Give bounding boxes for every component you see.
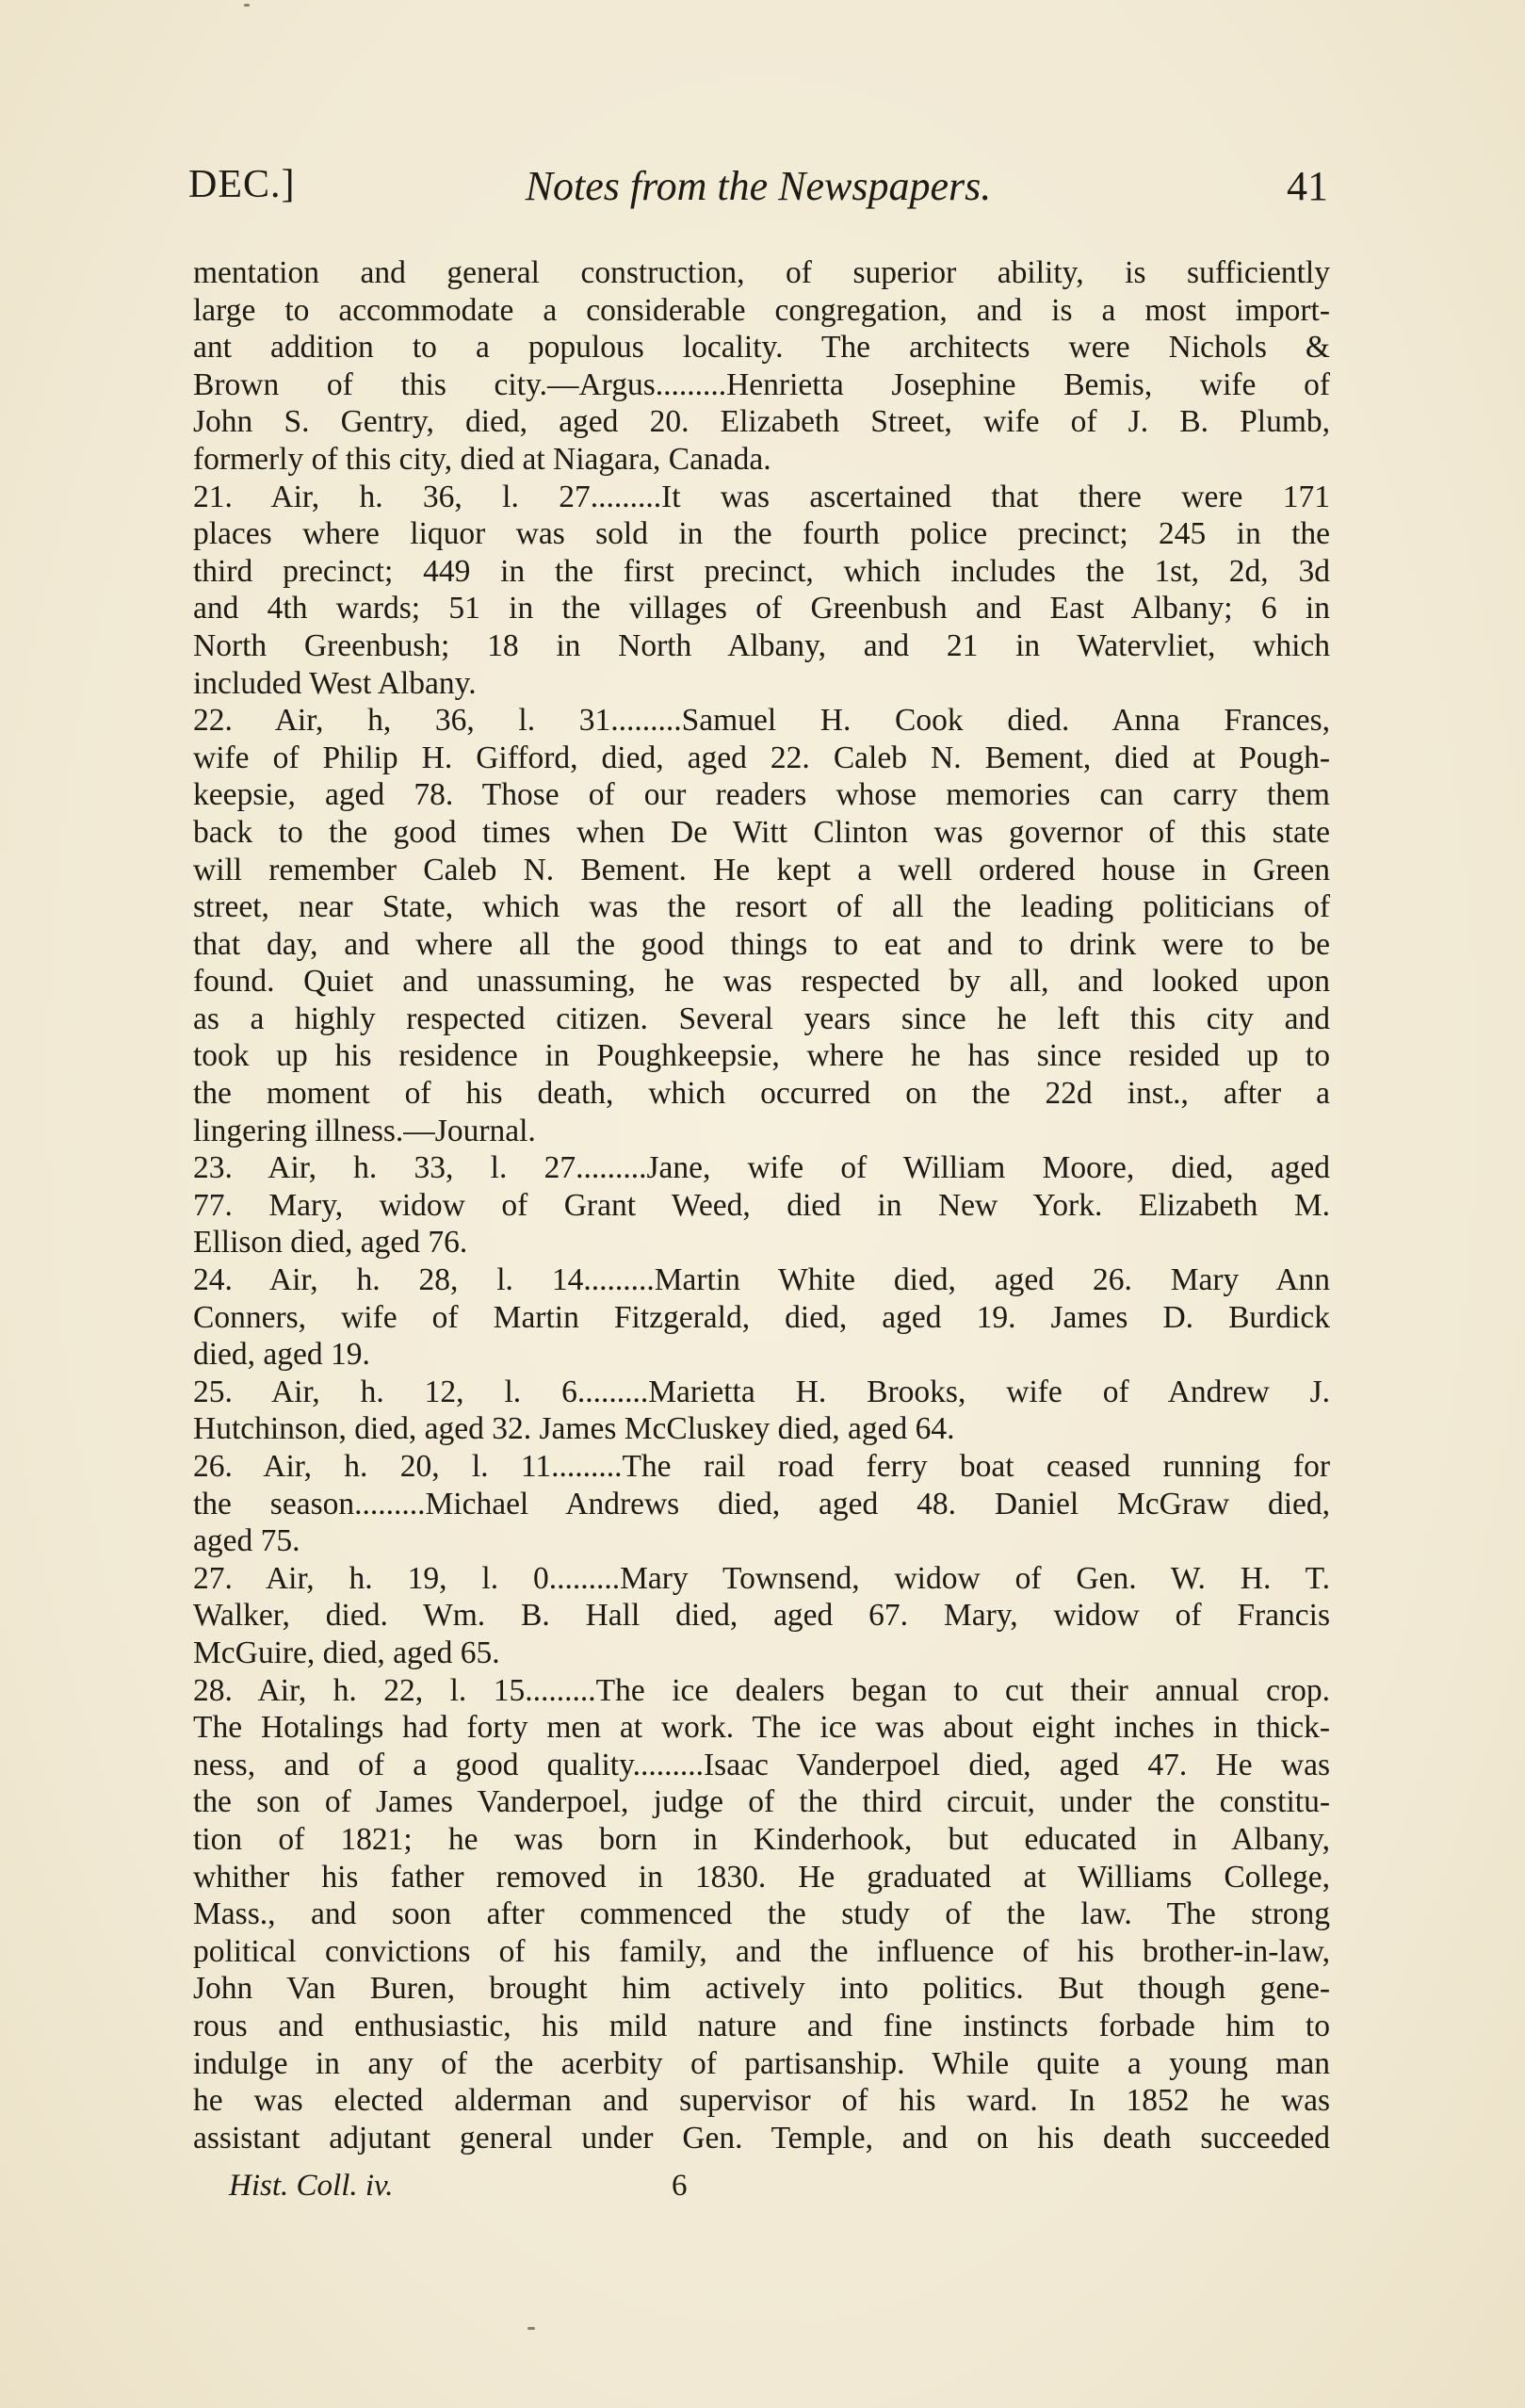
text-line: indulge in any of the acerbity of partisanship. While quite a young man — [193, 2045, 1330, 2081]
text-line: 25. Air, h. 12, l. 6.........Marietta H. Brooks, wife of Andrew J. — [193, 1374, 1330, 1409]
print-speck — [527, 2327, 535, 2330]
running-header — [188, 162, 1328, 219]
text-line: Brown of this city.—Argus.........Henrietta Josephine Bemis, wife of — [193, 366, 1330, 402]
text-line: took up his residence in Poughkeepsie, where he has since resided up to — [193, 1038, 1330, 1074]
signature-mark: Hist. Coll. iv. — [229, 2169, 394, 2203]
body-text — [193, 254, 1330, 2156]
text-line: aged 75. — [193, 1523, 300, 1559]
text-line: ant addition to a populous locality. The architects were Nichols & — [193, 330, 1330, 366]
text-line: that day, and where all the good things to eat and to drink were to be — [193, 926, 1330, 962]
text-line: 28. Air, h. 22, l. 15.........The ice dealers began to cut their annual crop. — [193, 1672, 1330, 1708]
text-line: political convictions of his family, and the influence of his brother-in-law, — [193, 1933, 1330, 1969]
signature-number: 6 — [672, 2169, 688, 2203]
text-line: included West Albany. — [193, 665, 477, 701]
text-line: rous and enthusiastic, his mild nature and fine instincts forbade him to — [193, 2008, 1330, 2043]
text-line: found. Quiet and unassuming, he was respected by all, and looked upon — [193, 964, 1330, 1000]
text-line: wife of Philip H. Gifford, died, aged 22. Caleb N. Bement, died at Pough- — [193, 740, 1330, 775]
text-line: and 4th wards; 51 in the villages of Greenbush and East Albany; 6 in — [193, 591, 1330, 626]
text-line: places where liquor was sold in the fourth police precinct; 245 in the — [193, 516, 1330, 552]
text-line: 22. Air, h, 36, l. 31.........Samuel H. Cook died. Anna Frances, — [193, 703, 1330, 739]
text-line: the moment of his death, which occurred on the 22d inst., after a — [193, 1076, 1330, 1112]
text-line: tion of 1821; he was born in Kinderhook, but educated in Albany, — [193, 1821, 1330, 1857]
text-line: 27. Air, h. 19, l. 0.........Mary Townsend, widow of Gen. W. H. T. — [193, 1560, 1330, 1596]
text-line: The Hotalings had forty men at work. The ice was about eight inches in thick- — [193, 1710, 1330, 1746]
text-line: he was elected alderman and supervisor of his ward. In 1852 he was — [193, 2083, 1330, 2119]
text-line: back to the good times when De Witt Clinton was governor of this state — [193, 814, 1330, 850]
text-line: third precinct; 449 in the first precinct, which includes the 1st, 2d, 3d — [193, 553, 1330, 589]
text-line: John S. Gentry, died, aged 20. Elizabeth Street, wife of J. B. Plumb, — [193, 404, 1330, 440]
text-line: Conners, wife of Martin Fitzgerald, died, aged 19. James D. Burdick — [193, 1299, 1330, 1335]
text-line: Hutchinson, died, aged 32. James McCluskey died, aged 64. — [193, 1411, 955, 1447]
text-line: died, aged 19. — [193, 1337, 370, 1373]
text-line: the son of James Vanderpoel, judge of the third circuit, under the constitu- — [193, 1784, 1330, 1820]
text-line: Walker, died. Wm. B. Hall died, aged 67. Mary, widow of Francis — [193, 1598, 1330, 1634]
signature-line — [229, 2169, 794, 2206]
text-line: John Van Buren, brought him actively into politics. But though gene- — [193, 1971, 1330, 2007]
text-line: Mass., and soon after commenced the study of the law. The strong — [193, 1896, 1330, 1932]
text-line: Ellison died, aged 76. — [193, 1225, 468, 1261]
print-speck — [244, 4, 250, 7]
page-number: 41 — [1287, 163, 1328, 209]
text-line: large to accommodate a considerable congregation, and is a most import- — [193, 292, 1330, 328]
text-line: whither his father removed in 1830. He graduated at Williams College, — [193, 1859, 1330, 1895]
text-line: lingering illness.—Journal. — [193, 1113, 536, 1148]
text-line: the season.........Michael Andrews died, aged 48. Daniel McGraw died, — [193, 1486, 1330, 1521]
text-line: will remember Caleb N. Bement. He kept a well ordered house in Green — [193, 852, 1330, 887]
header-title: Notes from the Newspapers. — [525, 163, 992, 209]
text-line: North Greenbush; 18 in North Albany, and 21 in Watervliet, which — [193, 627, 1330, 663]
text-line: 26. Air, h. 20, l. 11.........The rail road ferry boat ceased running for — [193, 1449, 1330, 1484]
text-line: 21. Air, h. 36, l. 27.........It was ascertained that there were 171 — [193, 479, 1330, 514]
text-line: as a highly respected citizen. Several years since he left this city and — [193, 1001, 1330, 1036]
text-line: formerly of this city, died at Niagara, Canada. — [193, 441, 771, 477]
text-line: street, near State, which was the resort of all the leading politicians of — [193, 889, 1330, 925]
text-line: 24. Air, h. 28, l. 14.........Martin White died, aged 26. Mary Ann — [193, 1262, 1330, 1298]
text-line: McGuire, died, aged 65. — [193, 1635, 500, 1670]
text-line: mentation and general construction, of superior ability, is sufficiently — [193, 255, 1330, 290]
text-line: 23. Air, h. 33, l. 27.........Jane, wife of William Moore, died, aged — [193, 1150, 1330, 1186]
text-line: ness, and of a good quality.........Isaac Vanderpoel died, aged 47. He was — [193, 1747, 1330, 1782]
text-line: keepsie, aged 78. Those of our readers whose memories can carry them — [193, 777, 1330, 813]
text-line: assistant adjutant general under Gen. Temple, and on his death succeeded — [193, 2120, 1330, 2156]
text-line: 77. Mary, widow of Grant Weed, died in New York. Elizabeth M. — [193, 1187, 1330, 1223]
header-month: DEC.] — [188, 163, 296, 206]
